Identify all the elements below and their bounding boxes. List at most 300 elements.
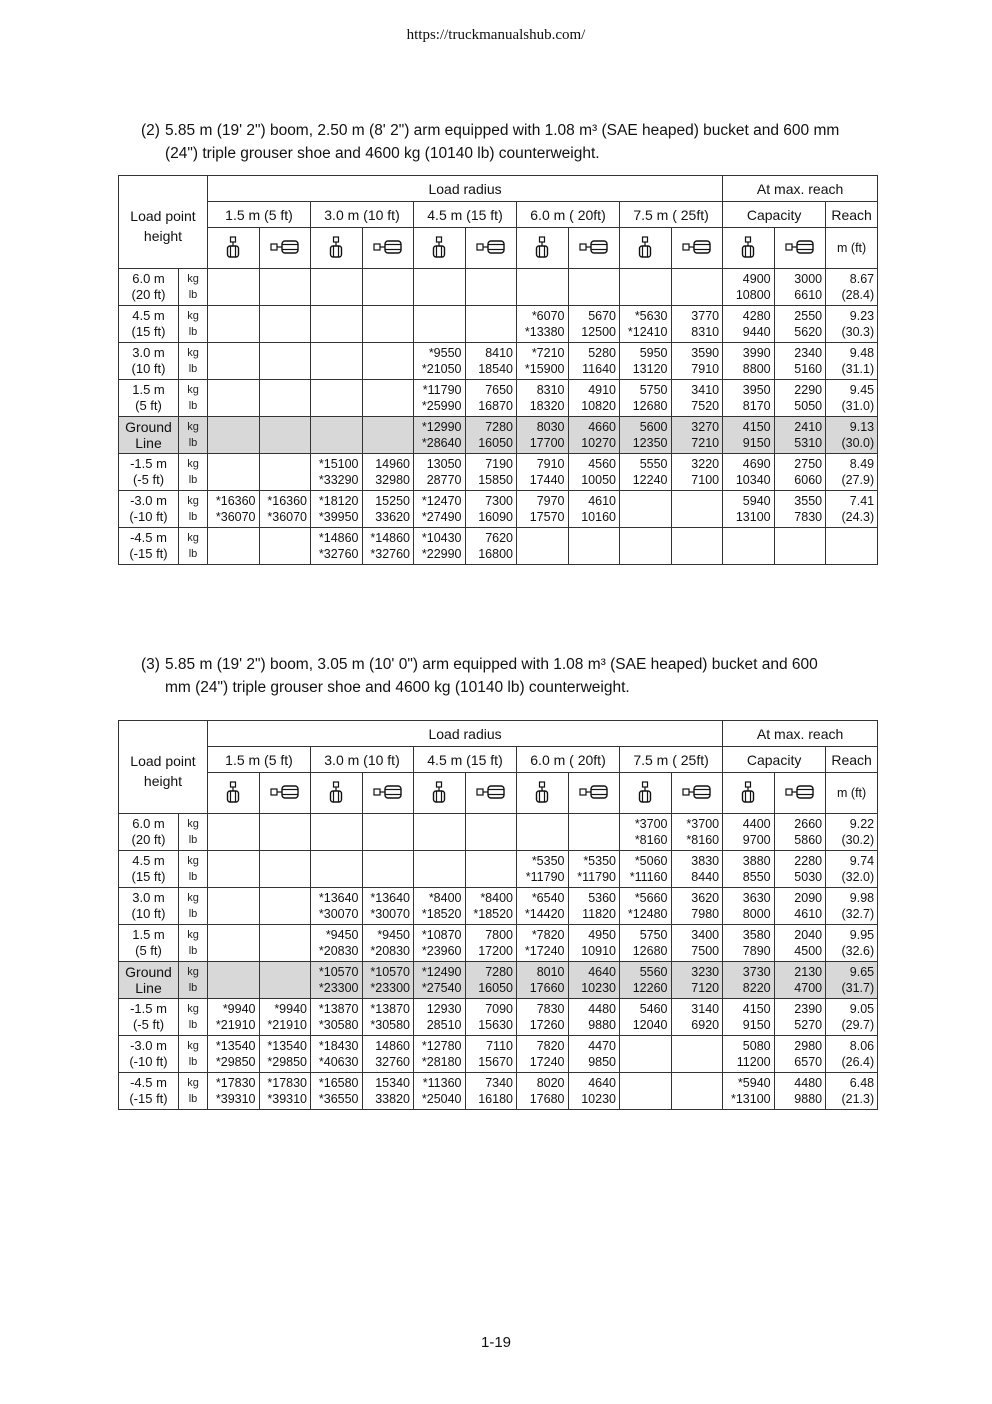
value-top bbox=[363, 382, 411, 398]
unit-kg: kg bbox=[187, 966, 199, 978]
capacity-cell bbox=[671, 814, 723, 851]
capacity-header: Capacity bbox=[723, 747, 826, 773]
table-row bbox=[119, 962, 878, 999]
value-top: 7300 bbox=[485, 494, 513, 508]
reach-cell bbox=[826, 528, 878, 565]
value-top bbox=[208, 456, 256, 472]
value-top: 4470 bbox=[588, 1039, 616, 1053]
capacity-cell bbox=[414, 1036, 466, 1073]
value-top bbox=[466, 308, 514, 324]
height-value: 3.0 m bbox=[132, 890, 165, 905]
value-bottom: (32.0) bbox=[841, 870, 875, 884]
value-bottom bbox=[208, 398, 256, 414]
value-top bbox=[208, 816, 256, 832]
capacity-cell bbox=[774, 269, 826, 306]
table-row bbox=[119, 1036, 878, 1073]
value-top bbox=[466, 271, 514, 287]
value-bottom bbox=[260, 980, 308, 996]
value-bottom: 11200 bbox=[736, 1055, 771, 1069]
value-bottom: 12240 bbox=[632, 473, 668, 487]
value-bottom: 28770 bbox=[426, 473, 462, 487]
capacity-cell bbox=[311, 491, 363, 528]
capacity-cell bbox=[723, 380, 775, 417]
capacity-cell bbox=[362, 343, 414, 380]
value-top: *14860 bbox=[370, 531, 410, 545]
value-bottom: *15900 bbox=[524, 362, 565, 376]
value-bottom bbox=[775, 546, 823, 562]
value-bottom: 8440 bbox=[691, 870, 720, 884]
header-row-2 bbox=[119, 747, 878, 773]
reach-cell bbox=[826, 888, 878, 925]
value-bottom: 6920 bbox=[691, 1018, 720, 1032]
capacity-cell bbox=[465, 528, 517, 565]
value-bottom: 12500 bbox=[581, 325, 616, 339]
capacity-cell bbox=[517, 491, 569, 528]
capacity-cell bbox=[465, 491, 517, 528]
value-bottom: 12350 bbox=[632, 436, 668, 450]
value-top bbox=[517, 530, 565, 546]
capacity-cell bbox=[311, 417, 363, 454]
capacity-cell bbox=[774, 306, 826, 343]
height-value: Ground bbox=[125, 964, 172, 980]
header-row-2 bbox=[119, 202, 878, 228]
radius-header: 1.5 m (5 ft) bbox=[208, 747, 311, 773]
capacity-cell bbox=[517, 1036, 569, 1073]
value-bottom: 12680 bbox=[632, 399, 668, 413]
value-top: 8.49 bbox=[849, 457, 875, 471]
height-value-ft: (-5 ft) bbox=[132, 1017, 165, 1032]
load-radius-header: Load radius bbox=[208, 721, 723, 747]
value-bottom: 5860 bbox=[794, 833, 823, 847]
value-bottom bbox=[208, 472, 256, 488]
over-front-icon bbox=[620, 228, 672, 269]
capacity-cell bbox=[671, 962, 723, 999]
value-bottom: *28640 bbox=[421, 436, 462, 450]
capacity-cell bbox=[465, 814, 517, 851]
value-top bbox=[517, 271, 565, 287]
capacity-cell bbox=[362, 888, 414, 925]
value-bottom bbox=[620, 509, 668, 525]
unit-kg: kg bbox=[187, 892, 199, 904]
unit-kg: kg bbox=[187, 384, 199, 396]
capacity-cell bbox=[311, 925, 363, 962]
value-bottom: *28180 bbox=[421, 1055, 462, 1069]
height-cell bbox=[119, 925, 179, 962]
value-top: *16580 bbox=[318, 1076, 359, 1090]
value-top: 9.22 bbox=[849, 817, 875, 831]
value-bottom: (27.9) bbox=[841, 473, 875, 487]
capacity-cell bbox=[723, 491, 775, 528]
value-bottom: *11790 bbox=[577, 870, 616, 884]
reach-cell bbox=[826, 851, 878, 888]
value-top: 3550 bbox=[794, 494, 823, 508]
capacity-cell bbox=[671, 999, 723, 1036]
over-front-icon bbox=[620, 773, 672, 814]
value-bottom: *18520 bbox=[473, 907, 513, 921]
capacity-cell bbox=[311, 528, 363, 565]
capacity-cell bbox=[517, 417, 569, 454]
value-bottom: 12680 bbox=[632, 944, 668, 958]
value-top: 2410 bbox=[794, 420, 823, 434]
value-bottom bbox=[517, 546, 565, 562]
value-top bbox=[311, 382, 359, 398]
capacity-cell bbox=[362, 269, 414, 306]
value-bottom: 5050 bbox=[794, 399, 823, 413]
value-bottom bbox=[363, 398, 411, 414]
value-bottom: 8310 bbox=[691, 325, 720, 339]
table-row bbox=[119, 417, 878, 454]
value-top bbox=[414, 308, 462, 324]
icon-row bbox=[119, 228, 878, 269]
capacity-cell bbox=[568, 343, 620, 380]
value-bottom: 16050 bbox=[478, 981, 513, 995]
height-value: 1.5 m bbox=[132, 927, 165, 942]
value-top: 2390 bbox=[794, 1002, 823, 1016]
capacity-cell bbox=[723, 343, 775, 380]
value-bottom bbox=[260, 324, 308, 340]
capacity-cell bbox=[311, 1036, 363, 1073]
value-top: *6070 bbox=[531, 309, 565, 323]
capacity-cell bbox=[208, 380, 260, 417]
value-bottom bbox=[208, 832, 256, 848]
capacity-cell bbox=[568, 454, 620, 491]
value-bottom: 16180 bbox=[478, 1092, 513, 1106]
value-top: 8030 bbox=[536, 420, 565, 434]
over-side-icon bbox=[259, 773, 311, 814]
value-bottom: *20830 bbox=[370, 944, 410, 958]
value-top: *17830 bbox=[267, 1076, 307, 1090]
value-top: 7.41 bbox=[849, 494, 875, 508]
value-top: *17830 bbox=[215, 1076, 256, 1090]
capacity-cell bbox=[311, 454, 363, 491]
caption-line-1: 5.85 m (19' 2") boom, 2.50 m (8' 2") arm equipped with 1.08 m³ (SAE heaped) bucket and 600 mm bbox=[165, 122, 840, 139]
value-bottom: 9880 bbox=[794, 1092, 823, 1106]
value-top bbox=[363, 853, 411, 869]
value-bottom: 13120 bbox=[632, 362, 668, 376]
value-top: 5460 bbox=[639, 1002, 668, 1016]
capacity-cell bbox=[723, 888, 775, 925]
capacity-cell bbox=[259, 454, 311, 491]
height-value-ft: (15 ft) bbox=[131, 869, 166, 884]
value-top: 7190 bbox=[485, 457, 513, 471]
value-top bbox=[363, 308, 411, 324]
value-top: 3230 bbox=[691, 965, 720, 979]
value-bottom: 15850 bbox=[478, 473, 513, 487]
capacity-cell bbox=[620, 528, 672, 565]
value-bottom: *8160 bbox=[686, 833, 720, 847]
value-bottom: 5270 bbox=[794, 1018, 823, 1032]
value-bottom: 28510 bbox=[426, 1018, 462, 1032]
value-top: 4900 bbox=[742, 272, 771, 286]
capacity-cell bbox=[208, 454, 260, 491]
value-bottom: 6610 bbox=[794, 288, 823, 302]
unit-cell bbox=[179, 962, 208, 999]
value-bottom bbox=[672, 509, 720, 525]
value-bottom: *8160 bbox=[634, 833, 668, 847]
value-bottom: 8170 bbox=[742, 399, 771, 413]
value-top bbox=[260, 890, 308, 906]
table-row bbox=[119, 851, 878, 888]
value-bottom: 16090 bbox=[478, 510, 513, 524]
value-top bbox=[260, 308, 308, 324]
capacity-cell bbox=[568, 528, 620, 565]
value-bottom: 8550 bbox=[742, 870, 771, 884]
unit-cell bbox=[179, 269, 208, 306]
value-bottom bbox=[569, 546, 617, 562]
value-bottom: 5310 bbox=[794, 436, 823, 450]
capacity-cell bbox=[568, 417, 620, 454]
value-top: *11360 bbox=[422, 1076, 462, 1090]
capacity-cell bbox=[671, 306, 723, 343]
height-value: -4.5 m bbox=[130, 1075, 167, 1090]
value-top: 3580 bbox=[742, 928, 771, 942]
capacity-cell bbox=[311, 343, 363, 380]
capacity-cell bbox=[774, 1073, 826, 1110]
value-bottom: 6570 bbox=[794, 1055, 823, 1069]
over-side-icon bbox=[259, 228, 311, 269]
value-top: *10430 bbox=[421, 531, 462, 545]
unit-kg: kg bbox=[187, 347, 199, 359]
over-side-icon bbox=[671, 228, 723, 269]
value-top: 2290 bbox=[794, 383, 823, 397]
value-bottom: *13100 bbox=[730, 1092, 771, 1106]
lifting-capacity-table-3 bbox=[118, 720, 878, 1110]
value-bottom: *12410 bbox=[627, 325, 668, 339]
unit-lb: lb bbox=[188, 511, 198, 523]
value-top: *13640 bbox=[318, 891, 359, 905]
value-bottom bbox=[260, 398, 308, 414]
capacity-cell bbox=[671, 269, 723, 306]
value-bottom: *23960 bbox=[421, 944, 462, 958]
value-top: 6.48 bbox=[849, 1076, 875, 1090]
capacity-cell bbox=[723, 962, 775, 999]
value-bottom bbox=[311, 287, 359, 303]
height-value: 1.5 m bbox=[132, 382, 165, 397]
value-top: *10870 bbox=[421, 928, 462, 942]
unit-lb: lb bbox=[188, 363, 198, 375]
height-value: 6.0 m bbox=[132, 271, 165, 286]
capacity-cell bbox=[208, 999, 260, 1036]
capacity-cell bbox=[414, 306, 466, 343]
value-bottom bbox=[723, 546, 771, 562]
radius-header: 6.0 m ( 20ft) bbox=[517, 202, 620, 228]
value-bottom bbox=[260, 435, 308, 451]
capacity-cell bbox=[723, 814, 775, 851]
radius-header: 3.0 m (10 ft) bbox=[311, 747, 414, 773]
unit-cell bbox=[179, 343, 208, 380]
value-top bbox=[363, 816, 411, 832]
height-value-ft: (5 ft) bbox=[135, 398, 162, 413]
value-bottom: *30070 bbox=[370, 907, 410, 921]
value-top bbox=[363, 345, 411, 361]
value-bottom bbox=[208, 361, 256, 377]
unit-lb: lb bbox=[188, 1093, 198, 1105]
value-top: *5350 bbox=[531, 854, 565, 868]
value-top: 14960 bbox=[375, 457, 410, 471]
value-bottom: 6060 bbox=[794, 473, 823, 487]
value-top: 9.65 bbox=[849, 965, 875, 979]
value-bottom: *21910 bbox=[267, 1018, 307, 1032]
value-bottom: (31.7) bbox=[841, 981, 875, 995]
value-bottom bbox=[311, 435, 359, 451]
value-top bbox=[260, 382, 308, 398]
reach-cell bbox=[826, 925, 878, 962]
value-top: *18120 bbox=[318, 494, 359, 508]
capacity-cell bbox=[774, 888, 826, 925]
value-top bbox=[569, 271, 617, 287]
capacity-cell bbox=[568, 814, 620, 851]
capacity-cell bbox=[671, 888, 723, 925]
value-bottom: *30580 bbox=[318, 1018, 359, 1032]
capacity-cell bbox=[208, 417, 260, 454]
capacity-cell bbox=[774, 1036, 826, 1073]
value-bottom: *25990 bbox=[421, 399, 462, 413]
capacity-cell bbox=[465, 380, 517, 417]
capacity-cell bbox=[517, 962, 569, 999]
value-top bbox=[311, 853, 359, 869]
value-top: *13540 bbox=[215, 1039, 256, 1053]
caption-number: (2) bbox=[141, 122, 160, 139]
value-bottom: 10340 bbox=[735, 473, 771, 487]
value-top: 5950 bbox=[639, 346, 668, 360]
unit-kg: kg bbox=[187, 421, 199, 433]
table-row bbox=[119, 306, 878, 343]
icon-row bbox=[119, 773, 878, 814]
value-top: 7970 bbox=[536, 494, 565, 508]
capacity-cell bbox=[723, 528, 775, 565]
capacity-cell bbox=[311, 380, 363, 417]
unit-lb: lb bbox=[188, 945, 198, 957]
value-bottom: 17200 bbox=[478, 944, 513, 958]
value-top: 5750 bbox=[639, 383, 668, 397]
height-value-ft: (20 ft) bbox=[131, 832, 166, 847]
caption-line-1: 5.85 m (19' 2") boom, 3.05 m (10' 0") arm equipped with 1.08 m³ (SAE heaped) bucket and 600 bbox=[165, 656, 818, 673]
unit-lb: lb bbox=[188, 326, 198, 338]
capacity-cell bbox=[774, 925, 826, 962]
capacity-cell bbox=[311, 999, 363, 1036]
value-bottom: (30.3) bbox=[841, 325, 875, 339]
reach-header: Reach bbox=[826, 202, 878, 228]
capacity-cell bbox=[362, 417, 414, 454]
value-bottom bbox=[311, 324, 359, 340]
value-top bbox=[311, 419, 359, 435]
capacity-cell bbox=[517, 269, 569, 306]
value-bottom: 8220 bbox=[742, 981, 771, 995]
over-front-icon bbox=[517, 773, 569, 814]
value-bottom: (30.0) bbox=[841, 436, 875, 450]
radius-header: 7.5 m ( 25ft) bbox=[620, 747, 723, 773]
value-bottom bbox=[620, 546, 668, 562]
value-top: 7280 bbox=[485, 420, 513, 434]
unit-kg: kg bbox=[187, 855, 199, 867]
value-top: *13540 bbox=[267, 1039, 307, 1053]
value-bottom bbox=[260, 287, 308, 303]
capacity-cell bbox=[362, 999, 414, 1036]
reach-cell bbox=[826, 491, 878, 528]
value-bottom: 17440 bbox=[529, 473, 565, 487]
capacity-cell bbox=[671, 925, 723, 962]
value-bottom bbox=[208, 980, 256, 996]
capacity-cell bbox=[465, 1073, 517, 1110]
value-top: 3630 bbox=[742, 891, 771, 905]
value-top bbox=[208, 419, 256, 435]
reach-cell bbox=[826, 454, 878, 491]
value-top bbox=[260, 927, 308, 943]
value-top: *13870 bbox=[318, 1002, 359, 1016]
value-bottom: *29850 bbox=[267, 1055, 307, 1069]
table-row bbox=[119, 888, 878, 925]
value-top: *18430 bbox=[318, 1039, 359, 1053]
value-top: 2550 bbox=[794, 309, 823, 323]
value-bottom bbox=[620, 1054, 668, 1070]
value-top bbox=[775, 530, 823, 546]
corner-cell bbox=[119, 176, 208, 202]
value-bottom: 17570 bbox=[529, 510, 565, 524]
capacity-cell bbox=[671, 528, 723, 565]
value-bottom: 7520 bbox=[691, 399, 720, 413]
value-top bbox=[620, 493, 668, 509]
capacity-cell bbox=[465, 888, 517, 925]
value-bottom: 10160 bbox=[581, 510, 616, 524]
value-bottom: 8800 bbox=[742, 362, 771, 376]
capacity-cell bbox=[568, 999, 620, 1036]
value-top: 9.48 bbox=[849, 346, 875, 360]
value-bottom: 15670 bbox=[478, 1055, 513, 1069]
unit-kg: kg bbox=[187, 310, 199, 322]
value-top bbox=[620, 1075, 668, 1091]
over-side-icon bbox=[362, 228, 414, 269]
value-bottom bbox=[620, 1091, 668, 1107]
value-bottom: 12040 bbox=[632, 1018, 668, 1032]
value-top bbox=[517, 816, 565, 832]
table-row bbox=[119, 454, 878, 491]
value-top: 9.13 bbox=[849, 420, 875, 434]
unit-kg: kg bbox=[187, 818, 199, 830]
value-bottom: 18320 bbox=[529, 399, 565, 413]
capacity-cell bbox=[465, 417, 517, 454]
value-top bbox=[311, 271, 359, 287]
capacity-cell bbox=[208, 962, 260, 999]
capacity-cell bbox=[362, 454, 414, 491]
over-side-icon bbox=[568, 773, 620, 814]
capacity-cell bbox=[362, 1036, 414, 1073]
unit-kg: kg bbox=[187, 1003, 199, 1015]
value-top: 8010 bbox=[536, 965, 565, 979]
value-top: 4690 bbox=[742, 457, 771, 471]
capacity-cell bbox=[568, 851, 620, 888]
value-top bbox=[208, 345, 256, 361]
value-top: 3410 bbox=[691, 383, 720, 397]
capacity-cell bbox=[208, 491, 260, 528]
unit-cell bbox=[179, 999, 208, 1036]
value-bottom: *13380 bbox=[524, 325, 565, 339]
value-top: 12930 bbox=[426, 1002, 462, 1016]
value-top: 2280 bbox=[794, 854, 823, 868]
value-top: 3770 bbox=[691, 309, 720, 323]
value-bottom bbox=[363, 324, 411, 340]
capacity-cell bbox=[568, 925, 620, 962]
capacity-cell bbox=[517, 380, 569, 417]
capacity-cell bbox=[208, 925, 260, 962]
capacity-cell bbox=[517, 851, 569, 888]
capacity-cell bbox=[259, 528, 311, 565]
radius-header: 1.5 m (5 ft) bbox=[208, 202, 311, 228]
value-top: *5350 bbox=[583, 854, 616, 868]
capacity-cell bbox=[259, 962, 311, 999]
table-row bbox=[119, 1073, 878, 1110]
height-value: 6.0 m bbox=[132, 816, 165, 831]
height-cell bbox=[119, 269, 179, 306]
